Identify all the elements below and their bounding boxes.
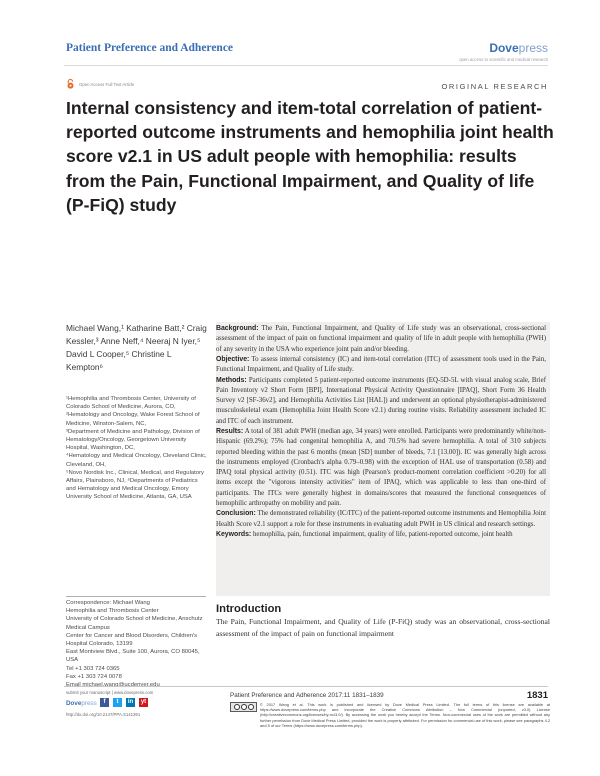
creative-commons-icon[interactable] xyxy=(230,702,257,712)
correspondence-line: University of Colorado School of Medicine, Anschutz Medical Campus xyxy=(66,616,203,631)
article-type: ORIGINAL RESEARCH xyxy=(441,82,548,91)
open-access-label: Open Access Full Text Article xyxy=(79,81,135,87)
publisher-brand[interactable] xyxy=(459,41,548,62)
youtube-icon[interactable]: yt xyxy=(140,699,147,705)
abstract-objective: Objective: To assess internal consistency (IC) and item-total correlation (ITC) of assessment tools used in the Pain, Functional Impairment, and Quality of Life study. xyxy=(216,355,546,374)
correspondence-divider xyxy=(66,596,206,597)
article-title: Internal consistency and item-total correlation of patient-reported outcome instruments and hemophilia joint health score v2.1 in US adult people with hemophilia: results from the Pain, Functional Impairment, and Quality of life (P-FiQ) study xyxy=(66,98,554,215)
affiliation-line: ⁴Hematology and Medical Oncology, Cleveland Clinic, Cleveland, OH, xyxy=(66,453,207,468)
abstract-background: Background: The Pain, Functional Impairment, and Quality of Life study was an observational, cross-sectional assessment of the impact of pain on functional impairment and quality of life in adult people with hemophilia (PWH) of any severity in the USA who experience joint pain and/or bleeding. xyxy=(216,325,546,353)
affiliations xyxy=(66,395,208,502)
footer-divider xyxy=(64,686,548,687)
correspondence-line: Hemophilia and Thrombosis Center xyxy=(66,608,159,615)
correspondence-line: Fax +1 303 724 0078 xyxy=(66,673,122,680)
introduction-text: The Pain, Functional Impairment, and Quality of Life (P-FiQ) study was an observational, cross-sectional assessment of the impact of pain on functional impairment xyxy=(216,617,550,638)
linkedin-icon[interactable]: in xyxy=(127,699,134,705)
abstract-results: Results: A total of 381 adult PWH (median age, 34 years) were enrolled. Participants were predominantly white/non-Hispanic (69.2%); 75% had congenital hemophilia A, and 70.5% had severe hemophilia. A total of 310 subjects reported bleeding within the past 6 months (mean [SD] number of bleeds, 7.1 [13.00]). IC was generally high across the instruments employed (Cronbach's alpha 0.79–0.98) with the exception of HAL use of transportation (0.58) and IPAQ total physical activity (0.51). ITC was high (Pearson's product-moment correlation coefficient >0.20) for all items except the "vigorous intensity activities" item of IPAQ, which was applicable to less than one-third of participants. The ITCs were generally highest in domains/scores that measured the functional consequences of hemophilic arthropathy on mobility and pain. xyxy=(216,428,546,507)
correspondence-line: Center for Cancer and Blood Disorders, Children's Hospital Colorado, 13199 xyxy=(66,632,198,648)
affiliation-line: ⁵Novo Nordisk Inc., Clinical, Medical, and Regulatory Affairs, Plainsboro, NJ, ⁶Departments of Pediatrics and Hematology and Medical Oncology, Emory University School of Medicine, Atlanta, GA, USA xyxy=(66,469,204,501)
facebook-icon[interactable]: f xyxy=(100,698,109,707)
correspondence-line: East Montview Blvd., Suite 100, Aurora, CO 80045, USA xyxy=(66,649,200,664)
abstract-keywords: Keywords: hemophilia, pain, functional impairment, quality of life, patient-reported outcome, joint health xyxy=(216,530,513,538)
abstract-box xyxy=(216,322,550,596)
social-links xyxy=(100,698,148,707)
journal-name: Patient Preference and Adherence xyxy=(66,42,234,54)
correspondence xyxy=(66,599,208,689)
header-divider xyxy=(64,65,548,66)
page-number: 1831 xyxy=(526,690,548,701)
publisher-tagline: open access to scientific and medical research xyxy=(459,57,548,62)
author-list: Michael Wang,¹ Katharine Batt,² Craig Kessler,³ Anne Neff,⁴ Neeraj N Iyer,⁵ David L Cooper,⁵ Christine L Kempton⁶ xyxy=(66,323,207,372)
correspondence-email[interactable]: Email michael.wang@ucdenver.edu xyxy=(66,682,160,689)
doi-link[interactable]: http://dx.doi.org/10.2147/PPA.S141391 xyxy=(66,712,141,717)
correspondence-line: Tel +1 303 724 0365 xyxy=(66,665,120,672)
submit-manuscript-link[interactable]: submit your manuscript | www.dovepress.com xyxy=(66,690,154,695)
abstract-methods: Methods: Participants completed 5 patient-reported outcome instruments (EQ-5D-5L with visual analog scale, Brief Pain Inventory v2 Short Form [BPI], International Physical Activity Questionnaire [IPAQ], Short Form 36 Health Survey v2 [SF-36v2], and Hemophilia Activities List [HAL]) and underwent an optional physiotherapist-administered musculoskeletal exam (Hemophilia Joint Health Score v2.1) during routine visits. Reliability assessment included IC and ITC of each instrument. xyxy=(216,376,546,425)
license-text: © 2017 Wang et al. This work is published and licensed by Dove Medical Press Limited. The full terms of this license are available at https://www.dovepress.com/terms.php and incorporate the Creative Commons Attribution – Non Commercial (unported, v3.0) License (http://creativecommons.org/licenses/by-nc/3.0/). By accessing the work you hereby accept the Terms. Non-commercial uses of the work are permitted without any further permission from Dove Medical Press Limited, provided the work is properly attributed. For permission for commercial use of this work, please see paragraphs 4.2 and 5 of our Terms (https://www.dovepress.com/terms.php). xyxy=(260,702,550,728)
introduction-heading: Introduction xyxy=(216,603,282,615)
publisher-logo: Dovepress xyxy=(489,41,548,55)
open-access-badge xyxy=(66,79,134,89)
affiliation-line: ¹Hemophilia and Thrombosis Center, University of Colorado School of Medicine, Aurora, CO, ²Hematology and Oncology, Wake Forest School of Medicine, Winston-Salem, NC, xyxy=(66,396,200,427)
twitter-icon[interactable]: t xyxy=(113,698,122,707)
abstract-conclusion: Conclusion: The demonstrated reliability (IC/ITC) of the patient-reported outcome instruments and Hemophilia Joint Health Score v2.1 support a role for these instruments in evaluating adult PWH in US clinical and research settings. xyxy=(216,510,546,528)
affiliation-line: ³Department of Medicine and Pathology, Division of Hematology/Oncology, Georgetown University Hospital, Washington, DC, xyxy=(66,428,200,452)
footer-publisher-logo[interactable]: Dovepress xyxy=(66,700,97,707)
open-access-lock-icon xyxy=(66,79,75,89)
correspondence-line: Correspondence: Michael Wang xyxy=(66,600,150,606)
journal-citation: Patient Preference and Adherence 2017:11 1831–1839 xyxy=(230,692,384,699)
